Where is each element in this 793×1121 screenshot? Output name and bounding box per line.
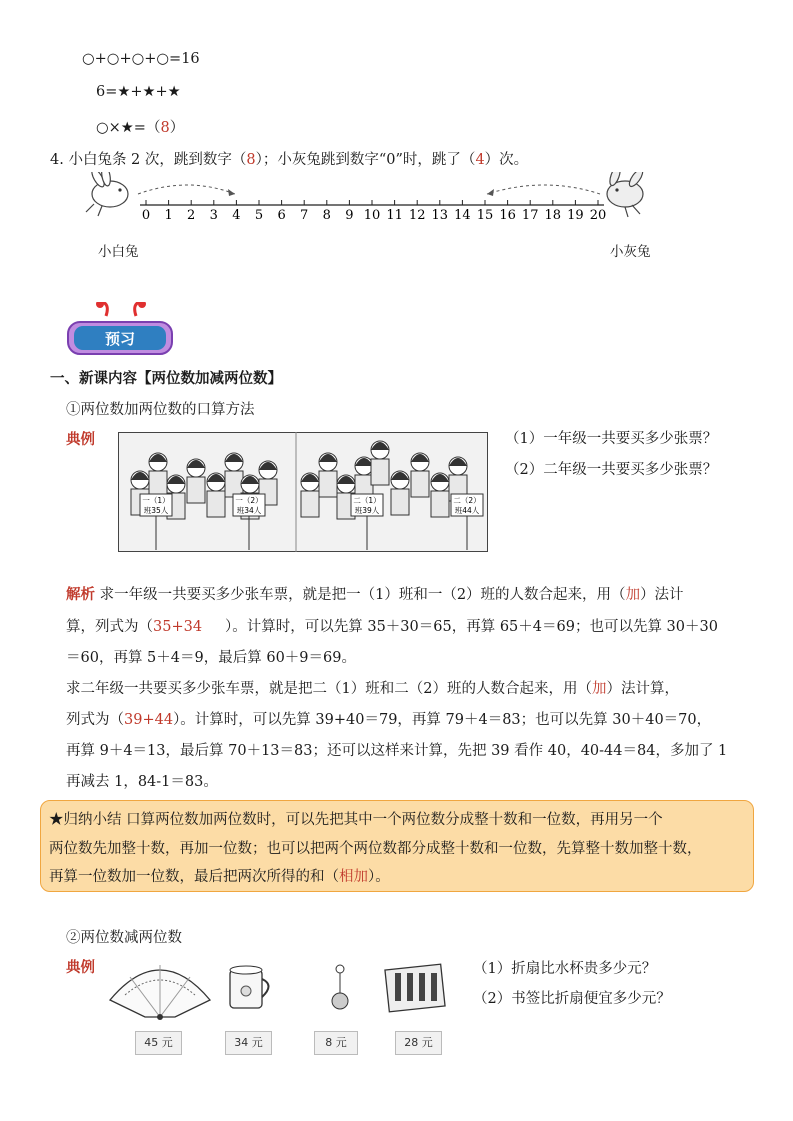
subsection-addition: ①两位数加两位数的口算方法 [66, 402, 255, 418]
eq3-suffix: ） [169, 120, 185, 136]
grey-rabbit-arrow [487, 189, 494, 196]
axis-tick-label: 6 [277, 208, 286, 223]
summary-line-3 [49, 865, 390, 886]
student-figure [319, 453, 337, 497]
question-fan-vs-cup: （1）折扇比水杯贵多少元？ [473, 961, 657, 977]
q4-text-pre: 4. 小白兔条 2 次，跳到数字（ [50, 152, 247, 168]
analysis-l2-answer: 35+34 [153, 619, 203, 635]
analysis-l5a: 列式为（ [66, 712, 124, 728]
question-bookmark-vs-fan: （2）书签比折扇便宜多少元？ [473, 991, 671, 1007]
axis-tick-label: 18 [544, 208, 562, 223]
axis-tick-label: 7 [300, 208, 309, 223]
analysis-label: 解析 [66, 586, 95, 603]
analysis-l1a: 求一年级一共要买多少张车票，就是把一（1）班和一（2）班的人数合起来，用（ [99, 587, 626, 603]
analysis-l5-answer: 39+44 [124, 712, 174, 728]
eq3-prefix: ○×★=（ [96, 120, 161, 136]
analysis-l5b: ）。计算时，可以先算 39+40＝79，再算 79＋4＝83；也可以先算 30＋40＝70， [173, 712, 712, 728]
white-rabbit-jump-arc [138, 185, 235, 194]
equation-stars: 6=★+★+★ [96, 84, 181, 100]
example-label-1: 典例 [66, 431, 95, 448]
badge-label: 预习 [104, 330, 136, 348]
axis-tick-label: 8 [322, 208, 331, 223]
summary-line-1: ★归纳小结 口算两位数加两位数时，可以先把其中一个两位数分成整十数和一位数，再用另一个 [49, 812, 663, 828]
class-sign-text: 二（2） [453, 496, 481, 505]
bookmark-keychain-icon [332, 965, 348, 1009]
students-illustration [118, 432, 488, 552]
summary-box [40, 800, 754, 892]
student-figure [411, 453, 429, 497]
analysis-line-1 [66, 583, 684, 604]
axis-tick-label: 12 [408, 208, 426, 223]
axis-tick-label: 4 [232, 208, 241, 223]
analysis-l2b: ）。计算时，可以先算 35＋30＝65，再算 65＋4＝69；也可以先算 30＋30 [225, 619, 718, 635]
student-figure [301, 473, 319, 517]
axis-tick-label: 9 [345, 208, 354, 223]
class-sign-text: 一（1） [142, 496, 170, 505]
analysis-l1-answer: 加 [625, 587, 641, 603]
summary-answer: 相加 [339, 869, 368, 885]
analysis-line-3: ＝60，再算 5＋4＝9，最后算 60＋9＝69。 [66, 650, 356, 666]
axis-tick-label: 10 [363, 208, 381, 223]
summary-line-2: 两位数先加整十数，再加一位数；也可以把两个两位数都分成整十数和一位数，先算整十数加整十数， [49, 841, 702, 857]
cup-price-tag: 34 元 [225, 1031, 272, 1055]
class-sign-text: 班35人 [143, 506, 169, 515]
axis-tick-label: 13 [431, 208, 449, 223]
analysis-line-6: 再算 9＋4＝13，最后算 70＋13＝83；还可以这样来计算，先把 39 看作 40，40-44＝84，多加了 1 [66, 743, 728, 759]
number-line-axis [140, 200, 606, 223]
summary-l3b: ）。 [368, 869, 390, 885]
class-sign-text: 二（1） [353, 496, 381, 505]
equation-product [96, 116, 184, 137]
class-sign-text: 班34人 [236, 506, 262, 515]
example-label-2: 典例 [66, 959, 95, 976]
analysis-line-7: 再减去 1，84-1＝83。 [66, 774, 218, 790]
question-1-first-grade: （1）一年级一共要买多少张票？ [505, 431, 718, 447]
white-rabbit-icon [86, 172, 128, 216]
axis-tick-label: 16 [499, 208, 516, 223]
analysis-l4b: ）法计算， [606, 681, 679, 697]
q4-text-mid: ）；小灰兔跳到数字“0”时，跳了（ [255, 152, 476, 168]
q4-text-post: ）次。 [484, 152, 529, 168]
eq3-answer: 8 [160, 120, 170, 136]
axis-tick-label: 17 [521, 208, 539, 223]
axis-tick-label: 3 [209, 208, 218, 223]
cup-icon [230, 966, 269, 1008]
class-sign-text: 一（2） [235, 496, 263, 505]
white-rabbit-arrow [228, 189, 235, 196]
student-figure [225, 453, 243, 497]
white-rabbit-label: 小白兔 [98, 244, 139, 260]
question-2-second-grade: （2）二年级一共要买多少张票？ [505, 462, 718, 478]
folding-fan-icon [110, 965, 210, 1020]
question-4 [50, 148, 528, 169]
equation-circles: ○+○+○+○=16 [82, 51, 200, 67]
number-line [80, 172, 680, 232]
analysis-line-4 [66, 677, 679, 698]
summary-l3a: 再算一位数加一位数，最后把两次所得的和（ [49, 869, 339, 885]
grey-rabbit-jump-arc [487, 185, 600, 194]
subsection-subtraction: ②两位数减两位数 [66, 930, 182, 946]
student-figure [207, 473, 225, 517]
axis-tick-label: 19 [567, 208, 584, 223]
fan-price-tag: 45 元 [135, 1031, 182, 1055]
axis-tick-label: 5 [254, 208, 264, 223]
class-sign-text: 班39人 [354, 506, 380, 515]
axis-tick-label: 14 [454, 208, 471, 223]
q4-answer-2: 4 [475, 152, 485, 168]
axis-tick-label: 20 [589, 208, 607, 223]
preview-badge [66, 302, 176, 358]
student-figure [391, 471, 409, 515]
analysis-line-5 [66, 708, 711, 729]
bookmark-price-tag: 28 元 [395, 1031, 442, 1055]
grey-rabbit-label: 小灰兔 [610, 244, 651, 260]
axis-tick-label: 11 [386, 208, 403, 223]
axis-tick-label: 15 [476, 208, 494, 223]
bookmarks-pack-icon [385, 964, 445, 1012]
analysis-l2a: 算，列式为（ [66, 619, 153, 635]
grey-rabbit-icon [607, 172, 645, 217]
axis-tick-label: 0 [141, 208, 151, 223]
analysis-l1b: ）法计 [640, 587, 684, 603]
analysis-line-2 [66, 615, 718, 636]
q4-answer-1: 8 [246, 152, 256, 168]
analysis-l4-answer: 加 [591, 681, 607, 697]
keychain-price-tag: 8 元 [314, 1031, 358, 1055]
axis-tick-label: 1 [164, 208, 173, 223]
analysis-l4a: 求二年级一共要买多少张车票，就是把二（1）班和二（2）班的人数合起来，用（ [66, 681, 592, 697]
student-figure [187, 459, 205, 503]
class-sign-text: 班44人 [454, 506, 480, 515]
section-title: 一、新课内容【两位数加减两位数】 [50, 370, 282, 387]
student-figure [431, 473, 449, 517]
student-figure [371, 441, 389, 485]
items-illustration [105, 955, 455, 1030]
student-figure [149, 453, 167, 497]
axis-tick-label: 2 [187, 208, 196, 223]
